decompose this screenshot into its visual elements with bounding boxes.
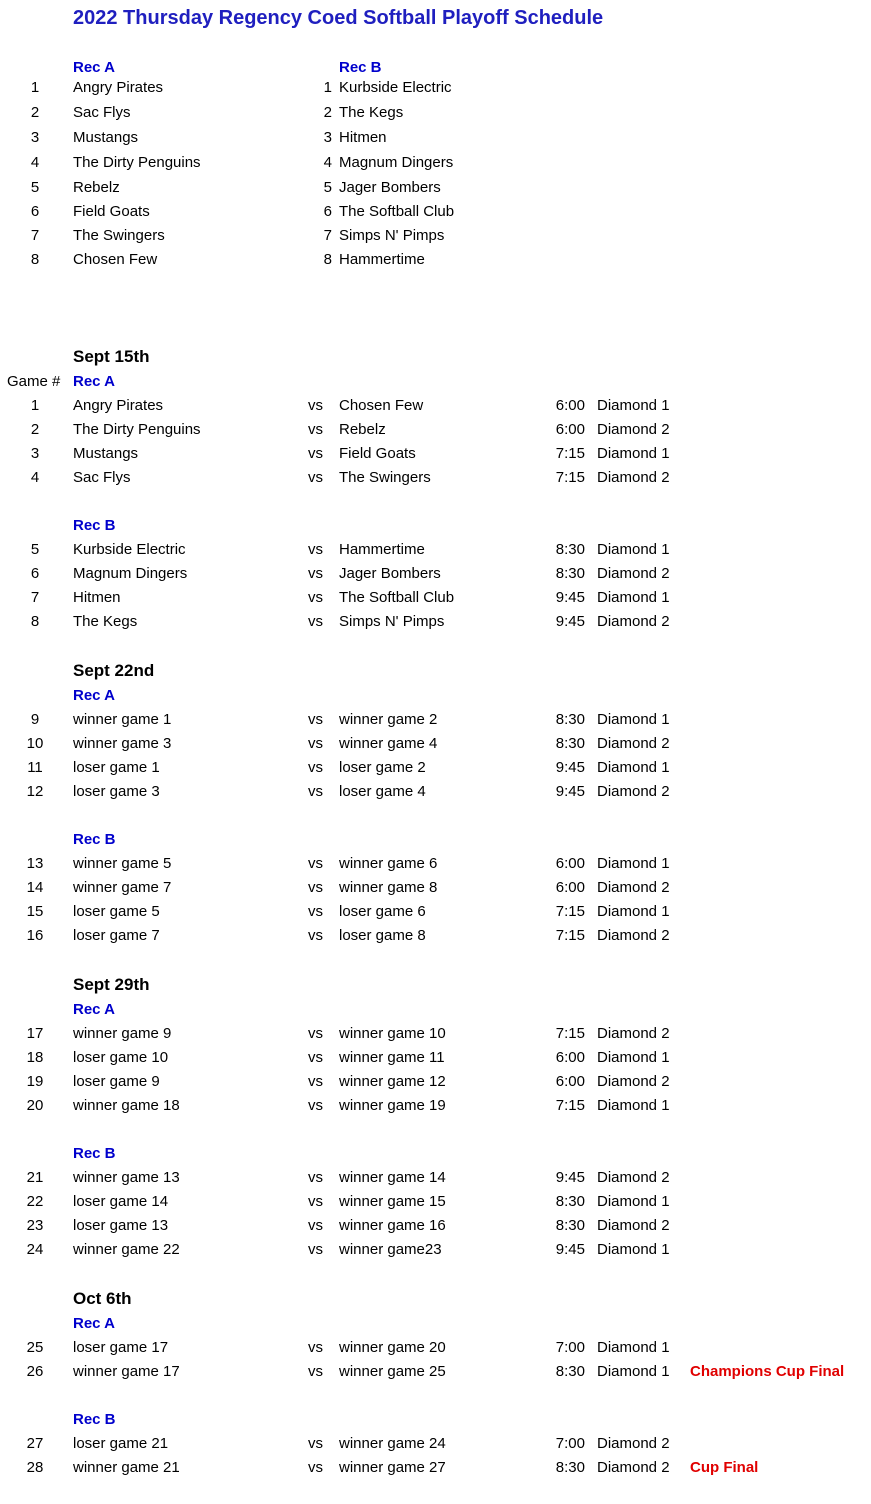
seed-team: Magnum Dingers — [339, 154, 454, 171]
game-field: Diamond 2 — [597, 879, 670, 896]
day-heading: Oct 6th — [73, 1289, 132, 1308]
away-team: loser game 6 — [339, 903, 426, 920]
away-team: Jager Bombers — [339, 565, 441, 582]
game-number: 28 — [26, 1459, 44, 1476]
away-team: winner game 20 — [339, 1339, 446, 1356]
game-time: 9:45 — [555, 613, 585, 630]
home-team: loser game 5 — [73, 903, 160, 920]
game-field: Diamond 1 — [597, 1339, 670, 1356]
seed-team: Angry Pirates — [73, 79, 164, 96]
game-field: Diamond 1 — [597, 445, 670, 462]
seed-team: The Swingers — [73, 227, 165, 244]
vs-label: vs — [308, 1049, 323, 1066]
seed-team: Simps N' Pimps — [339, 227, 445, 244]
game-number: 27 — [26, 1435, 44, 1452]
seed-team: Field Goats — [73, 203, 150, 220]
game-number: 25 — [26, 1339, 44, 1356]
vs-label: vs — [308, 903, 323, 920]
game-time: 7:15 — [555, 903, 585, 920]
home-team: Sac Flys — [73, 469, 131, 486]
game-number: 17 — [26, 1025, 44, 1042]
away-team: winner game 15 — [339, 1193, 446, 1210]
game-time: 6:00 — [555, 421, 585, 438]
game-field: Diamond 1 — [597, 397, 670, 414]
home-team: Hitmen — [73, 589, 121, 606]
away-team: winner game 25 — [339, 1363, 446, 1380]
seed-number: 5 — [30, 179, 40, 196]
game-time: 7:15 — [555, 469, 585, 486]
game-number: 3 — [30, 445, 40, 462]
group-heading: Rec A — [73, 373, 115, 390]
home-team: winner game 21 — [73, 1459, 180, 1476]
game-number: 22 — [26, 1193, 44, 1210]
seed-number: 8 — [30, 251, 40, 268]
vs-label: vs — [308, 589, 323, 606]
game-field: Diamond 1 — [597, 589, 670, 606]
away-team: winner game 8 — [339, 879, 438, 896]
day-heading: Sept 22nd — [73, 661, 155, 680]
game-field: Diamond 2 — [597, 1169, 670, 1186]
home-team: winner game 7 — [73, 879, 172, 896]
seed-number: 5 — [323, 179, 332, 196]
game-time: 7:00 — [555, 1435, 585, 1452]
game-time: 9:45 — [555, 589, 585, 606]
seed-team: Chosen Few — [73, 251, 158, 268]
home-team: winner game 18 — [73, 1097, 180, 1114]
vs-label: vs — [308, 759, 323, 776]
game-time: 6:00 — [555, 879, 585, 896]
seed-team: Mustangs — [73, 129, 139, 146]
game-field: Diamond 2 — [597, 613, 670, 630]
game-field: Diamond 1 — [597, 711, 670, 728]
game-field: Diamond 2 — [597, 735, 670, 752]
game-number: 2 — [30, 421, 40, 438]
vs-label: vs — [308, 1073, 323, 1090]
vs-label: vs — [308, 735, 323, 752]
away-team: The Softball Club — [339, 589, 455, 606]
vs-label: vs — [308, 1097, 323, 1114]
day-heading: Sept 29th — [73, 975, 150, 994]
vs-label: vs — [308, 1169, 323, 1186]
home-team: winner game 22 — [73, 1241, 180, 1258]
game-time: 6:00 — [555, 1049, 585, 1066]
game-time: 7:15 — [555, 1025, 585, 1042]
home-team: winner game 5 — [73, 855, 172, 872]
game-number: 24 — [26, 1241, 44, 1258]
seed-number: 3 — [30, 129, 40, 146]
away-team: loser game 8 — [339, 927, 426, 944]
home-team: loser game 17 — [73, 1339, 169, 1356]
game-number: 8 — [30, 613, 40, 630]
home-team: winner game 3 — [73, 735, 172, 752]
away-team: winner game 16 — [339, 1217, 446, 1234]
seed-number: 3 — [323, 129, 332, 146]
vs-label: vs — [308, 1025, 323, 1042]
away-team: Hammertime — [339, 541, 425, 558]
game-field: Diamond 2 — [597, 469, 670, 486]
away-team: winner game 2 — [339, 711, 438, 728]
vs-label: vs — [308, 421, 323, 438]
game-field: Diamond 1 — [597, 1241, 670, 1258]
game-field: Diamond 1 — [597, 1193, 670, 1210]
seed-number: 1 — [30, 79, 40, 96]
game-time: 9:45 — [555, 783, 585, 800]
seed-team: Hitmen — [339, 129, 387, 146]
away-team: loser game 4 — [339, 783, 426, 800]
game-number: 16 — [26, 927, 44, 944]
game-number-header: Game # — [7, 373, 61, 390]
home-team: loser game 10 — [73, 1049, 169, 1066]
game-field: Diamond 2 — [597, 565, 670, 582]
game-number: 14 — [26, 879, 44, 896]
seed-number: 2 — [30, 104, 40, 121]
vs-label: vs — [308, 397, 323, 414]
away-team: winner game 19 — [339, 1097, 446, 1114]
home-team: Kurbside Electric — [73, 541, 186, 558]
away-team: winner game 10 — [339, 1025, 446, 1042]
vs-label: vs — [308, 469, 323, 486]
seed-team: Sac Flys — [73, 104, 131, 121]
seed-number: 4 — [30, 154, 40, 171]
game-number: 6 — [30, 565, 40, 582]
seed-number: 2 — [323, 104, 332, 121]
seed-number: 6 — [30, 203, 40, 220]
away-team: Simps N' Pimps — [339, 613, 445, 630]
home-team: loser game 13 — [73, 1217, 169, 1234]
seed-team: Hammertime — [339, 251, 425, 268]
game-number: 4 — [30, 469, 40, 486]
group-heading: Rec A — [73, 687, 115, 704]
game-time: 8:30 — [555, 1217, 585, 1234]
final-label: Champions Cup Final — [690, 1363, 845, 1380]
away-team: The Swingers — [339, 469, 431, 486]
game-time: 8:30 — [555, 1363, 585, 1380]
away-team: winner game23 — [339, 1241, 442, 1258]
game-number: 20 — [26, 1097, 44, 1114]
game-field: Diamond 1 — [597, 541, 670, 558]
vs-label: vs — [308, 1193, 323, 1210]
seed-number: 4 — [323, 154, 332, 171]
game-field: Diamond 2 — [597, 783, 670, 800]
day-heading: Sept 15th — [73, 347, 150, 366]
seed-number: 7 — [30, 227, 40, 244]
game-time: 8:30 — [555, 1193, 585, 1210]
away-team: winner game 4 — [339, 735, 438, 752]
game-number: 10 — [26, 735, 44, 752]
game-number: 13 — [26, 855, 44, 872]
game-number: 21 — [26, 1169, 44, 1186]
home-team: Angry Pirates — [73, 397, 164, 414]
game-time: 9:45 — [555, 759, 585, 776]
vs-label: vs — [308, 1435, 323, 1452]
home-team: winner game 9 — [73, 1025, 172, 1042]
vs-label: vs — [308, 565, 323, 582]
seed-team: The Kegs — [339, 104, 404, 121]
seed-number: 7 — [323, 227, 332, 244]
home-team: winner game 13 — [73, 1169, 180, 1186]
game-number: 7 — [30, 589, 40, 606]
group-heading: Rec A — [73, 1315, 115, 1332]
game-number: 15 — [26, 903, 44, 920]
away-team: winner game 6 — [339, 855, 438, 872]
page-title: 2022 Thursday Regency Coed Softball Playoff Schedule — [73, 7, 604, 29]
vs-label: vs — [308, 445, 323, 462]
game-number: 11 — [27, 759, 43, 776]
game-number: 23 — [26, 1217, 44, 1234]
seed-number: 1 — [323, 79, 332, 96]
game-time: 9:45 — [555, 1241, 585, 1258]
vs-label: vs — [308, 711, 323, 728]
game-field: Diamond 1 — [597, 855, 670, 872]
away-team: winner game 14 — [339, 1169, 446, 1186]
game-time: 6:00 — [555, 855, 585, 872]
away-team: Rebelz — [339, 421, 386, 438]
seed-number: 8 — [323, 251, 332, 268]
vs-label: vs — [308, 613, 323, 630]
rec-a-heading: Rec A — [73, 59, 115, 76]
game-field: Diamond 1 — [597, 759, 670, 776]
game-number: 5 — [30, 541, 40, 558]
game-time: 7:00 — [555, 1339, 585, 1356]
away-team: Chosen Few — [339, 397, 424, 414]
game-time: 8:30 — [555, 735, 585, 752]
home-team: loser game 1 — [73, 759, 160, 776]
home-team: winner game 1 — [73, 711, 172, 728]
away-team: winner game 11 — [339, 1049, 445, 1066]
vs-label: vs — [308, 1363, 323, 1380]
home-team: loser game 7 — [73, 927, 160, 944]
group-heading: Rec B — [73, 1411, 116, 1428]
game-field: Diamond 1 — [597, 903, 670, 920]
away-team: loser game 2 — [339, 759, 426, 776]
vs-label: vs — [308, 541, 323, 558]
vs-label: vs — [308, 1459, 323, 1476]
game-number: 19 — [26, 1073, 44, 1090]
rec-b-heading: Rec B — [339, 59, 382, 76]
game-time: 8:30 — [555, 711, 585, 728]
away-team: winner game 27 — [339, 1459, 446, 1476]
home-team: loser game 3 — [73, 783, 160, 800]
game-time: 8:30 — [555, 565, 585, 582]
home-team: The Kegs — [73, 613, 138, 630]
vs-label: vs — [308, 783, 323, 800]
away-team: Field Goats — [339, 445, 416, 462]
away-team: winner game 24 — [339, 1435, 446, 1452]
game-time: 7:15 — [555, 1097, 585, 1114]
home-team: loser game 9 — [73, 1073, 160, 1090]
seed-team: Kurbside Electric — [339, 79, 452, 96]
game-number: 9 — [30, 711, 40, 728]
game-number: 12 — [26, 783, 44, 800]
game-field: Diamond 2 — [597, 1025, 670, 1042]
seed-team: Rebelz — [73, 179, 120, 196]
group-heading: Rec B — [73, 831, 116, 848]
final-label: Cup Final — [690, 1459, 759, 1476]
home-team: The Dirty Penguins — [73, 421, 201, 438]
seed-team: The Softball Club — [339, 203, 455, 220]
game-field: Diamond 2 — [597, 927, 670, 944]
vs-label: vs — [308, 927, 323, 944]
game-time: 9:45 — [555, 1169, 585, 1186]
game-field: Diamond 1 — [597, 1097, 670, 1114]
game-number: 1 — [30, 397, 40, 414]
game-field: Diamond 2 — [597, 1073, 670, 1090]
game-time: 6:00 — [555, 1073, 585, 1090]
game-field: Diamond 2 — [597, 1435, 670, 1452]
vs-label: vs — [308, 855, 323, 872]
game-field: Diamond 1 — [597, 1363, 670, 1380]
vs-label: vs — [308, 879, 323, 896]
vs-label: vs — [308, 1241, 323, 1258]
home-team: Magnum Dingers — [73, 565, 188, 582]
game-number: 26 — [26, 1363, 44, 1380]
game-time: 7:15 — [555, 927, 585, 944]
away-team: winner game 12 — [339, 1073, 446, 1090]
game-time: 7:15 — [555, 445, 585, 462]
home-team: loser game 21 — [73, 1435, 169, 1452]
home-team: winner game 17 — [73, 1363, 180, 1380]
group-heading: Rec B — [73, 517, 116, 534]
game-time: 8:30 — [555, 1459, 585, 1476]
game-field: Diamond 2 — [597, 421, 670, 438]
vs-label: vs — [308, 1339, 323, 1356]
group-heading: Rec A — [73, 1001, 115, 1018]
home-team: loser game 14 — [73, 1193, 169, 1210]
seed-team: Jager Bombers — [339, 179, 441, 196]
game-number: 18 — [26, 1049, 44, 1066]
game-field: Diamond 2 — [597, 1459, 670, 1476]
home-team: Mustangs — [73, 445, 139, 462]
game-field: Diamond 1 — [597, 1049, 670, 1066]
vs-label: vs — [308, 1217, 323, 1234]
seed-team: The Dirty Penguins — [73, 154, 201, 171]
game-field: Diamond 2 — [597, 1217, 670, 1234]
game-time: 6:00 — [555, 397, 585, 414]
group-heading: Rec B — [73, 1145, 116, 1162]
seed-number: 6 — [323, 203, 332, 220]
game-time: 8:30 — [555, 541, 585, 558]
